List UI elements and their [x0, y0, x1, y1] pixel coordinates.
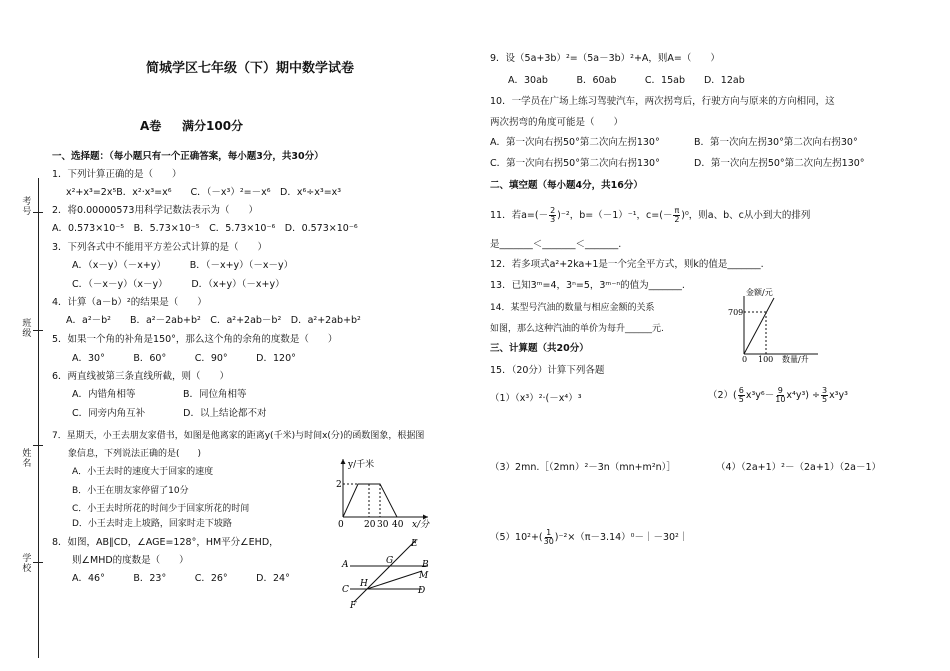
frac-denominator: 30 [543, 537, 554, 546]
choice-section-title: 一、选择题：（每小题只有一个正确答案，每小题3分，共30分） [52, 151, 324, 162]
q2-stem: 2．将0.00000573用科学记数法表示为（ ） [52, 205, 258, 216]
graph7-origin: 0 [338, 520, 344, 530]
part5-prefix: （5）10²+( [490, 532, 543, 543]
label-b: B [422, 560, 429, 570]
price-line [744, 298, 774, 354]
graph14-xlabel: 数量/升 [782, 355, 809, 364]
school-label: 学校 [20, 553, 31, 573]
q8-options: A．46° B．23° C．26° D．24° [72, 573, 290, 584]
q11-pre: 11．若a=(－ [490, 210, 549, 221]
q7-option-d: D．小王去时走上坡路，回家时走下坡路 [72, 519, 232, 529]
q11-mid: )⁻²，b=（－1）⁻¹，c=(－ [557, 210, 673, 221]
frac-numerator: 6 [738, 386, 744, 395]
page-title: 简城学区七年级（下）期中数学试卷 [146, 61, 355, 76]
q10-option-b: B．第一次向左拐30°第二次向右拐30° [694, 137, 858, 148]
part2-term2: x⁴y³) ÷ [786, 390, 820, 401]
q6-options-ab: A．内错角相等 B．同位角相等 [72, 389, 247, 400]
y-axis-arrow [341, 459, 346, 464]
q5-stem: 5．如果一个角的补角是150°，那么这个角的余角的度数是（ ） [52, 334, 338, 345]
trip-line [343, 484, 397, 517]
graph14-y709: 709 [728, 308, 744, 317]
q11-line2: 是_______＜_______＜_______. [490, 239, 622, 250]
q8-stem-line2: 则∠MHD的度数是（ ） [72, 555, 189, 566]
ray-hm [367, 571, 422, 589]
frac-numerator: 9 [777, 386, 783, 395]
name-label: 姓名 [20, 448, 31, 468]
q14-stem-line2: 如图，那么这种汽油的单价为每升______元. [490, 324, 664, 334]
q10-stem-line1: 10．一学员在广场上练习驾驶汽车，两次拐弯后，行驶方向与原来的方向相同，这 [490, 96, 835, 107]
q3-stem: 3．下列各式中不能用平方差公式计算的是（ ） [52, 242, 268, 253]
frac-denominator: 5 [738, 395, 744, 404]
label-h: H [360, 579, 368, 589]
frac-numerator: 3 [821, 386, 828, 395]
label-d: D [418, 586, 426, 596]
q7-option-b: B．小王在朋友家停留了10分 [72, 486, 189, 496]
q7-option-c: C．小王去时所花的时间少于回家所花的时间 [72, 504, 250, 514]
binding-line [38, 178, 39, 658]
q7-distance-time-graph [328, 455, 438, 530]
label-f: F [350, 601, 357, 610]
q4-options: A．a²－b² B．a²－2ab+b² C．a²+2ab－b² D．a²+2ab+b² [66, 315, 361, 326]
q10-option-a: A．第一次向右拐50°第二次向左拐130° [490, 137, 660, 148]
graph7-x20: 20 [364, 520, 376, 530]
q14-stem-line1: 14．某型号汽油的数量与相应金额的关系 [490, 303, 655, 313]
q14-price-graph [726, 286, 822, 364]
q15-part4: （4）（2a+1）²－（2a+1）（2a－1） [716, 462, 882, 473]
label-a: A [342, 560, 349, 570]
q15-part2 [708, 384, 848, 408]
frac-numerator: 1 [546, 528, 552, 537]
binding-tick [33, 562, 43, 563]
q6-stem: 6．两直线被第三条直线所截，则（ ） [52, 371, 230, 382]
frac-numerator: 2 [550, 206, 556, 215]
label-m: M [419, 571, 429, 581]
graph14-ylabel: 金额/元 [746, 288, 773, 297]
fraction-9-10 [775, 387, 785, 404]
q10-option-c: C．第一次向右拐50°第二次向右拐130° [490, 158, 660, 169]
q7-stem-line1: 7．星期天，小王去朋友家借书，如图是他离家的距离y(千米)与时间x(分)的函数图象，根据图 [52, 431, 425, 441]
score-label: 满分100分 [182, 119, 244, 133]
q3-options-cd: C．（－x－y）（x－y） D．（x+y）（－x+y） [72, 279, 285, 290]
q7-stem-line2: 象信息，下列说法正确的是( ) [68, 449, 202, 459]
q15-stem: 15．（20分）计算下列各题 [490, 365, 605, 376]
part5-tail: )⁻²×（π－3.14）⁰－｜－30²｜ [554, 532, 689, 543]
q12: 12．若多项式a²+2ka+1是一个完全平方式，则k的值是_______. [490, 259, 764, 270]
binding-tick [33, 212, 43, 213]
exam-no-label: 考号 [20, 196, 31, 216]
class-label: 班级 [20, 318, 31, 338]
fill-section-title: 二、填空题（每小题4分，共16分） [490, 180, 643, 191]
frac-numerator: π [674, 206, 680, 215]
q9-stem: 9．设（5a+3b）²=（5a－3b）²+A，则A=（ ） [490, 53, 720, 64]
graph7-xlabel: x/分 [412, 520, 430, 530]
q10-stem-line2: 两次拐弯的角度可能是（ ） [490, 117, 624, 128]
label-c: C [342, 585, 349, 595]
x-axis-arrow [423, 515, 428, 520]
fraction-3-5 [821, 387, 828, 404]
fraction-pi-2 [673, 207, 680, 224]
fraction-6-5 [738, 387, 745, 404]
q15-part3: （3）2mn.［（2mn）²－3n（mn+m²n）］ [490, 462, 676, 473]
label-e: E [411, 539, 418, 549]
q2-options: A．0.573×10⁻⁵ B．5.73×10⁻⁵ C．5.73×10⁻⁶ D．0.573×10⁻⁶ [52, 223, 358, 234]
q13: 13．已知3ᵐ=4，3ⁿ=5，3ᵐ⁻ⁿ的值为_______. [490, 280, 685, 291]
label-g: G [386, 556, 394, 566]
q1-options: x²+x³=2x⁵B．x²·x³=x⁶ C．（－x³）²=－x⁶ D．x⁶÷x³=x³ [66, 187, 342, 198]
q8-stem-line1: 8．如图，AB∥CD，∠AGE=128°，HM平分∠EHD， [52, 537, 279, 548]
q15-part5 [490, 526, 688, 550]
volume-label: A卷 [140, 119, 162, 133]
q1-stem: 1．下列计算正确的是（ ） [52, 169, 182, 180]
q15-part1: （1）（x³）²·(－x⁴）³ [490, 393, 582, 404]
graph14-origin: 0 [742, 355, 748, 364]
part2-term1: x³y⁶－ [745, 390, 775, 401]
q9-options: A．30ab B．60ab C．15ab D．12ab [508, 75, 745, 86]
q5-options: A．30° B．60° C．90° D．120° [72, 353, 296, 364]
frac-denominator: 3 [550, 215, 556, 224]
binding-tick [33, 330, 43, 331]
q11-line1 [490, 204, 810, 228]
part2-prefix: （2）( [708, 390, 737, 401]
frac-denominator: 2 [674, 215, 680, 224]
graph7-x40: 40 [392, 520, 404, 530]
q11-tail: )⁰，则a、b、c从小到大的排列 [681, 210, 811, 221]
frac-denominator: 5 [821, 395, 828, 404]
part2-divisor: x³y³ [829, 390, 848, 401]
graph7-y2: 2 [336, 480, 342, 490]
binding-tick [33, 445, 43, 446]
fraction-1-30 [544, 529, 554, 546]
graph7-ylabel: y/千米 [348, 460, 375, 470]
q6-options-cd: C．同旁内角互补 D．以上结论都不对 [72, 408, 267, 419]
graph7-x30: 30 [377, 520, 389, 530]
q4-stem: 4．计算（a－b）²的结果是（ ） [52, 297, 207, 308]
q8-parallel-lines-figure [336, 534, 436, 610]
fraction-2-3 [549, 207, 556, 224]
q7-option-a: A．小王去时的速度大于回家的速度 [72, 467, 214, 477]
transversal-ef [354, 540, 416, 602]
frac-denominator: 10 [775, 395, 786, 404]
graph14-x100: 100 [758, 355, 774, 364]
calc-section-title: 三、计算题（共20分） [490, 343, 589, 354]
q10-option-d: D．第一次向左拐50°第二次向左拐130° [694, 158, 865, 169]
q3-options-ab: A．（x－y）（－x+y） B．（－x+y）（－x－y） [72, 260, 294, 271]
